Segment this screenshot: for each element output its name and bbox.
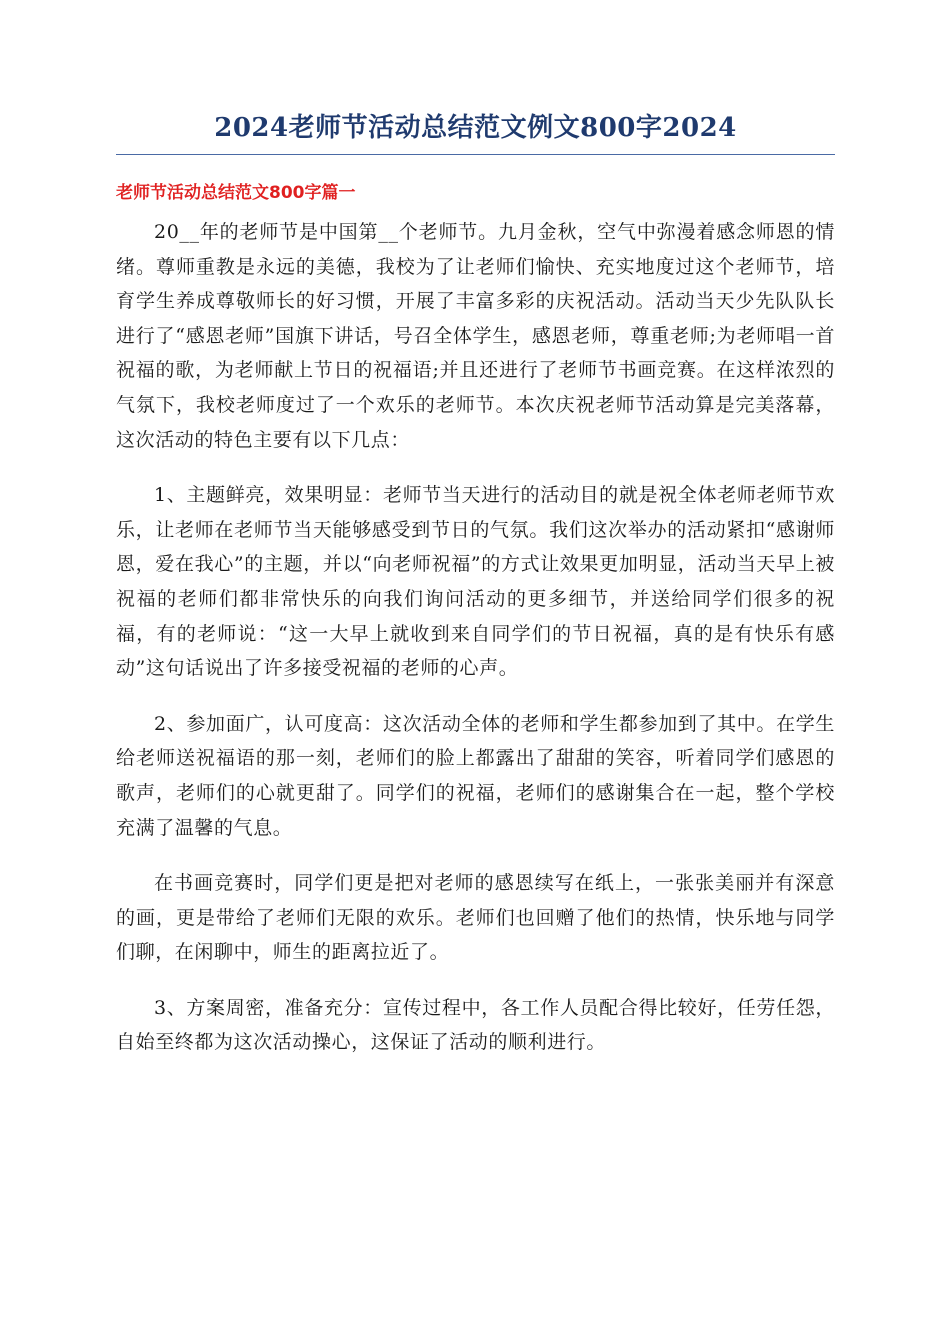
paragraph-point-2: 2、参加面广，认可度高：这次活动全体的老师和学生都参加到了其中。在学生给老师送祝福语的那一刻，老师们的脸上都露出了甜甜的笑容，听着同学们感恩的歌声，老师们的心就更甜了。同学们的祝福，老师们的感谢集合在一起，整个学校充满了温馨的气息。 xyxy=(116,712,835,839)
paragraph-calligraphy: 在书画竞赛时，同学们更是把对老师的感恩续写在纸上，一张张美丽并有深意的画，更是带给了老师们无限的欢乐。老师们也回赠了他们的热情，快乐地与同学们聊，在闲聊中，师生的距离拉近了。 xyxy=(116,872,835,964)
document-title: 2024老师节活动总结范文例文800字2024 xyxy=(116,110,835,155)
paragraph-point-1: 1、主题鲜亮，效果明显：老师节当天进行的活动目的就是祝全体老师老师节欢乐，让老师在老师节当天能够感受到节日的气氛。我们这次举办的活动紧扣“感谢师恩，爱在我心”的主题，并以“向老师祝福”的方式让效果更加明显，活动当天早上被祝福的老师们都非常快乐的向我们询问活动的更多细节，并送给同学们很多的祝福，有的老师说：“这一大早上就收到来自同学们的节日祝福，真的是有快乐有感动”这句话说出了许多接受祝福的老师的心声。 xyxy=(116,484,835,680)
paragraph-point-3: 3、方案周密，准备充分：宣传过程中，各工作人员配合得比较好，任劳任怨，自始至终都为这次活动操心，这保证了活动的顺利进行。 xyxy=(116,996,835,1054)
paragraph-intro: 20__年的老师节是中国第__个老师节。九月金秋，空气中弥漫着感念师恩的情绪。尊师重教是永远的美德，我校为了让老师们愉快、充实地度过这个老师节，培育学生养成尊敬师长的好习惯，开展了丰富多彩的庆祝活动。活动当天少先队队长进行了“感恩老师”国旗下讲话，号召全体学生，感恩老师，尊重老师;为老师唱一首祝福的歌，为老师献上节日的祝福语;并且还进行了老师节书画竞赛。在这样浓烈的气氛下，我校老师度过了一个欢乐的老师节。本次庆祝老师节活动算是完美落幕，这次活动的特色主要有以下几点： xyxy=(116,221,835,451)
section-heading: 老师节活动总结范文800字篇一 xyxy=(116,183,356,203)
